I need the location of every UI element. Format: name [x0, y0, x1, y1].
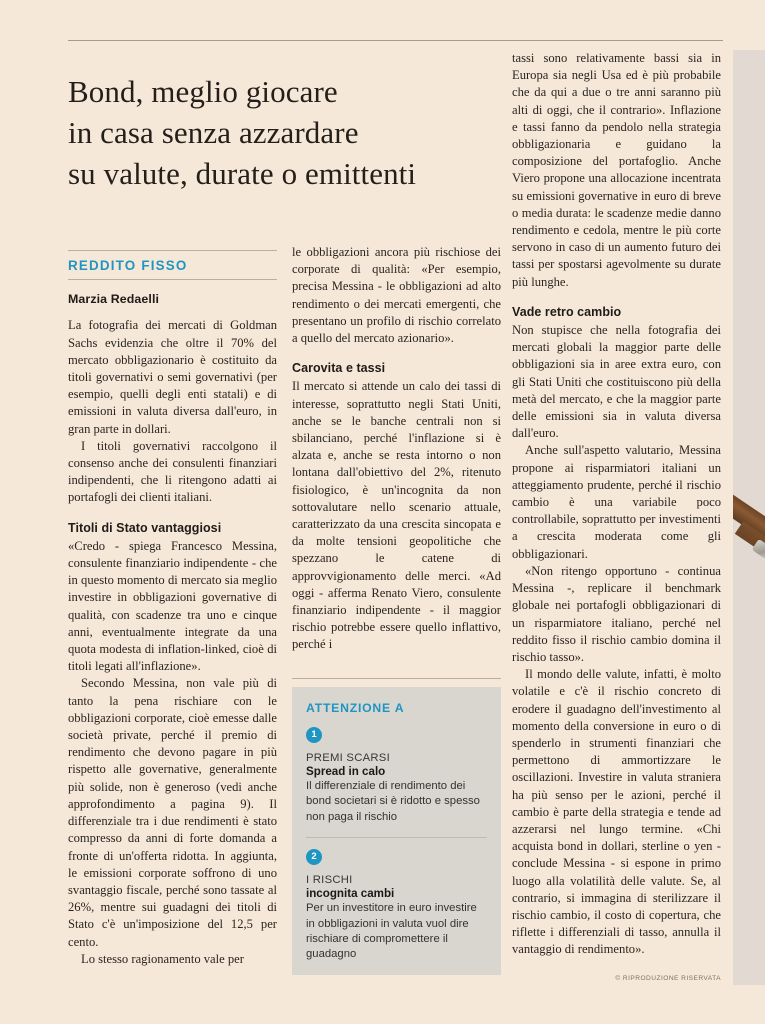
paragraph: Anche sull'aspetto valutario, Messina propone ai risparmiatori italiani un atteggiamento prudente, perché il rischio cambio è una variabile poco controllabile, soprattutto per investimenti a crescita moderata come gli obbligazionari. — [512, 443, 721, 561]
copyright-notice: © RIPRODUZIONE RISERVATA — [615, 975, 721, 982]
attention-box-top-rule — [292, 678, 501, 679]
paragraph: Il mercato si attende un calo dei tassi di interesse, soprattutto negli Stati Uniti, anche se le banche centrali non si sbilanciano, perché l'inflazione si è alzata e, anche se resta intorno o non lontana dall'obiettivo del 2%, ritenuto fisiologico, è un'incognita da non sottovalutare nello scenario attuale, caratterizzato da una crescita sincopata e da molte tensioni geopolitiche che spezzano le catene di approvvigionamento delle merci. «Ad oggi - afferma Renato Viero, consulente finanziario indipendente - il maggior rischio potrebbe essere quello inflattivo, perché i — [292, 379, 501, 652]
article-column-2 — [292, 244, 501, 654]
attention-item — [306, 727, 487, 825]
subheading: Titoli di Stato vantaggiosi — [68, 520, 222, 535]
item-title: Spread in calo — [306, 765, 386, 778]
paragraph: I titoli governativi raccolgono il consenso anche dei consulenti finanziari indipendenti, che li ritengono adatti ai portafogli dei clienti italiani. — [68, 438, 277, 505]
kicker-rule-bottom — [68, 279, 277, 280]
item-eyebrow: PREMI SCARSI — [306, 752, 390, 764]
paragraph: Lo stesso ragionamento vale per — [81, 951, 244, 966]
paragraph: tassi sono relativamente bassi sia in Europa sia negli Usa ed è più probabile che da qui a due o tre anni saranno più alti di oggi, che il contrario». Inflazione e tassi fanno da pendolo nella strategia obbligazionaria e guidano la composizione del portafoglio. Anche Viero propone una allocazione incentrata su emissioni governative in euro di breve o media durata: le scadenze medie danno rendimento e cedola, mentre le più corte servono in caso di un aumento futuro dei tassi per spostarsi agevolmente su durate più lunghe. — [512, 51, 721, 289]
subheading: Vade retro cambio — [512, 304, 622, 319]
item-description: Il differenziale di rendimento dei bond societari si è ridotto e spesso non paga il rischio — [306, 780, 480, 823]
headline-line-2: in casa senza azzardare — [68, 114, 359, 150]
paragraph: «Non ritengo opportuno - continua Messina -, replicare il benchmark globale nei portafogli obbligazionari di un risparmiatore italiano, perché nel reddito fisso il rischio cambio domina il rischio tasso». — [512, 563, 721, 664]
byline: Marzia Redaelli — [68, 292, 160, 307]
item-title: incognita cambi — [306, 887, 395, 901]
right-bleed-panel — [733, 50, 765, 985]
paragraph: «Credo - spiega Francesco Messina, consulente finanziario indipendente - che in questo momento di mercato sia meglio investire in obbligazioni governative di qualità, con scadenze tra uno e cinque anni, eventualmente integrate da una quota modesta di inflation-linked, cioè di titoli legati all'inflazione». — [68, 538, 277, 674]
page-title — [68, 71, 488, 194]
kicker-block — [68, 250, 277, 280]
paragraph: La fotografia dei mercati di Goldman Sachs evidenzia che oltre il 70% del mercato obbligazionario è costituito da titoli governativi o semi governativi (per esempio, quelli degli enti statali) e di emissioni in valuta diversa dall'euro, in gran parte in dollari. — [68, 318, 277, 436]
article-column-3 — [512, 50, 721, 959]
attention-item-separator — [306, 837, 487, 838]
paragraph: Il mondo delle valute, infatti, è molto volatile e c'è il rischio concreto di erodere il guadagno dell'investimento al momento della conversione in euro o di spenderlo in strumenti finanziari che permettono di ammortizzare le oscillazioni. Investire in valuta straniera ha più senso per le azioni, perché il cambio è parte della strategia e tende ad azzerarsi nel lungo termine. «Chi acquista bond in dollari, sterline o yen - conclude Messina - si espone in primo luogo alla volatilità delle valute. Se, al contrario, si immagina di sterilizzare il rischio cambio, il costo di copertura, che riflette i differenziali di tasso, annulla il vantaggio di rendimento». — [512, 667, 721, 957]
section-kicker: REDDITO FISSO — [68, 258, 188, 273]
paragraph: le obbligazioni ancora più rischiose dei corporate di qualità: «Per esempio, precisa Messina - le obbligazioni ad alto rendimento o dei mercati emergenti, che presentano un profilo di rischio correlato a quello del mercato azionario». — [292, 245, 501, 346]
subheading: Carovita e tassi — [292, 361, 386, 376]
attention-box-title: ATTENZIONE A — [306, 701, 405, 715]
attention-item — [306, 849, 487, 963]
item-description: Per un investitore in euro investire in obbligazioni in valuta vuol dire rischiare di compromettere il guadagno — [306, 902, 477, 961]
item-eyebrow: I RISCHI — [306, 874, 353, 887]
top-divider-rule — [68, 40, 723, 41]
item-number-badge: 1 — [306, 727, 322, 743]
paragraph: Non stupisce che nella fotografia dei mercati globali la maggior parte delle obbligazioni sia in aree extra euro, con gli Stati Uniti che costituiscono più della metà del mercato, e che la maggior parte delle emissioni sia in valuta diversa dall'euro. — [512, 323, 721, 441]
item-number-badge: 2 — [306, 849, 322, 865]
headline-line-1: Bond, meglio giocare — [68, 73, 338, 109]
paragraph: Secondo Messina, non vale più di tanto la pena rischiare con le obbligazioni corporate, cioè emesse dalle società private, perché il premio di rendimento che devono pagare in più rispetto alle governative, generalmente più solide, non è generoso (vedi anche approfondimento a pagina 9). Il differenziale tra i due rendimenti è stato compresso da anni di forte domanda a fronte di un'offerta ridotta. In aggiunta, le emissioni corporate soffrono di uno svantaggio fiscale, perché sono tassate al 26%, mentre sui guadagni dei titoli di Stato c'è un'imposizione del 12,5 per cento. — [68, 676, 277, 949]
headline-line-3: su valute, durate o emittenti — [68, 155, 417, 191]
attention-box — [292, 687, 501, 975]
article-column-1 — [68, 250, 277, 968]
